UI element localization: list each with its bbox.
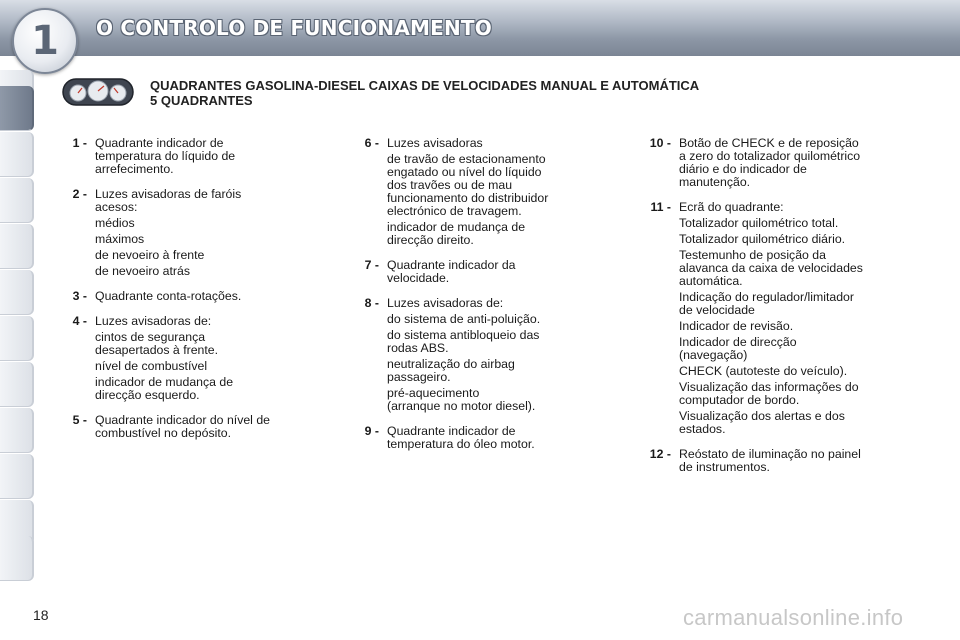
legend-subitem-line: pré-aquecimento — [387, 386, 480, 400]
legend-subitem — [387, 387, 598, 413]
legend-line: Quadrante indicador de — [95, 136, 224, 150]
legend-item — [348, 259, 598, 285]
legend-item — [640, 137, 920, 189]
legend-item-number: 5 - — [72, 413, 87, 427]
chapter-tab-active[interactable] — [0, 86, 34, 131]
legend-subitem-line: Visualização dos alertas e dos — [679, 409, 845, 423]
chapter-tab[interactable] — [0, 408, 34, 453]
legend-line: Quadrante indicador de — [387, 424, 516, 438]
legend-subitem-line: cintos de segurança — [95, 330, 206, 344]
legend-item-text — [95, 137, 318, 176]
legend-line: acesos: — [95, 200, 138, 214]
legend-subitem — [387, 358, 598, 384]
legend-subitem-line: estados. — [679, 422, 726, 436]
legend-subitem — [387, 329, 598, 355]
legend-subitem — [679, 381, 920, 407]
legend-subitem-line: indicador de mudança de — [387, 220, 526, 234]
legend-subitem-line: de velocidade — [679, 303, 755, 317]
legend-subitem-line: funcionamento do distribuidor — [387, 191, 549, 205]
legend-line: manutenção. — [679, 175, 751, 189]
section-subtitle: 5 QUADRANTES — [150, 93, 253, 108]
legend-subitem — [679, 249, 920, 288]
legend-item-number: 8 - — [364, 296, 379, 310]
chapter-tab[interactable] — [0, 270, 34, 315]
legend-item-number: 2 - — [72, 187, 87, 201]
legend-item — [56, 188, 318, 278]
legend-line: temperatura do óleo motor. — [387, 437, 535, 451]
legend-item — [640, 201, 920, 436]
legend-item-number: 1 - — [72, 136, 87, 150]
legend-item-text — [679, 448, 920, 474]
legend-subitem-line: desapertados à frente. — [95, 343, 219, 357]
legend-item — [56, 414, 318, 440]
legend-subitem-line: neutralização do airbag — [387, 357, 515, 371]
legend-line: Ecrã do quadrante: — [679, 200, 784, 214]
legend-subitem-line: do sistema de anti-poluição. — [387, 312, 541, 326]
legend-column-1 — [56, 137, 318, 452]
legend-item — [56, 137, 318, 176]
section-title — [150, 78, 910, 108]
legend-subitem-line: computador de bordo. — [679, 393, 800, 407]
legend-item-text — [387, 297, 598, 413]
chapter-tab[interactable] — [0, 178, 34, 223]
legend-line: Quadrante conta-rotações. — [95, 289, 242, 303]
legend-subitem — [95, 376, 318, 402]
legend-subitem — [679, 410, 920, 436]
legend-subitem-line: Totalizador quilométrico total. — [679, 216, 839, 230]
legend-item — [348, 297, 598, 413]
legend-line: temperatura do líquido de — [95, 149, 236, 163]
legend-subitem-line: indicador de mudança de — [95, 375, 234, 389]
legend-item — [56, 315, 318, 402]
legend-subitem — [95, 265, 318, 278]
legend-subitem-line: de nevoeiro atrás — [95, 264, 191, 278]
legend-line: Luzes avisadoras de: — [95, 314, 212, 328]
section-title-line: QUADRANTES GASOLINA-DIESEL CAIXAS DE VELOCIDADES MANUAL E AUTOMÁTICA — [150, 78, 700, 93]
watermark: carmanualsonline.info — [683, 605, 904, 630]
legend-subitem-line: automática. — [679, 274, 743, 288]
legend-item-number: 11 - — [650, 200, 671, 214]
legend-subitem-line: electrónico de travagem. — [387, 204, 522, 218]
legend-item — [640, 448, 920, 474]
legend-subitem-line: direcção direito. — [387, 233, 474, 247]
page-number: 18 — [33, 607, 49, 623]
chapter-tab[interactable] — [0, 536, 34, 581]
legend-subitem — [387, 221, 598, 247]
chapter-tab[interactable] — [0, 362, 34, 407]
legend-column-2 — [348, 137, 598, 463]
instrument-cluster-icon — [62, 77, 134, 107]
legend-subitem — [95, 233, 318, 246]
legend-item-number: 6 - — [364, 136, 379, 150]
legend-subitem — [679, 291, 920, 317]
legend-subitem-line: Indicação do regulador/limitador — [679, 290, 854, 304]
legend-line: Botão de CHECK e de reposição — [679, 136, 859, 150]
legend-line: diário e do indicador de — [679, 162, 807, 176]
chapter-tab[interactable] — [0, 316, 34, 361]
legend-subitem — [95, 331, 318, 357]
legend-subitem-line: Testemunho de posição da — [679, 248, 826, 262]
legend-line: arrefecimento. — [95, 162, 174, 176]
legend-line: de instrumentos. — [679, 460, 770, 474]
legend-subitem-line: passageiro. — [387, 370, 451, 384]
legend-subitem-line: Indicador de revisão. — [679, 319, 794, 333]
legend-subitem — [95, 249, 318, 262]
legend-item-text — [387, 137, 598, 247]
legend-subitem — [95, 217, 318, 230]
legend-line: a zero do totalizador quilométrico — [679, 149, 861, 163]
legend-subitem-line: CHECK (autoteste do veículo). — [679, 364, 848, 378]
legend-subitem-line: médios — [95, 216, 135, 230]
legend-item-text — [95, 414, 318, 440]
chapter-number-badge: 1 — [12, 8, 78, 74]
legend-item — [348, 137, 598, 247]
legend-subitem-line: Totalizador quilométrico diário. — [679, 232, 846, 246]
legend-subitem-line: de travão de estacionamento — [387, 152, 546, 166]
legend-item-number: 10 - — [649, 136, 671, 150]
legend-subitem-line: do sistema antibloqueio das — [387, 328, 540, 342]
legend-subitem-line: engatado ou nível do líquido — [387, 165, 542, 179]
legend-subitem-line: direcção esquerdo. — [95, 388, 200, 402]
legend-line: Reóstato de iluminação no painel — [679, 447, 861, 461]
legend-subitem-line: (navegação) — [679, 348, 748, 362]
legend-line: Luzes avisadoras — [387, 136, 483, 150]
legend-subitem-line: alavanca da caixa de velocidades — [679, 261, 863, 275]
legend-subitem — [679, 320, 920, 333]
legend-item — [348, 425, 598, 451]
legend-item — [56, 290, 318, 303]
legend-subitem-line: nível de combustível — [95, 359, 208, 373]
legend-item-text — [387, 259, 598, 285]
legend-item-text — [95, 188, 318, 278]
legend-item-text — [679, 137, 920, 189]
legend-line: Quadrante indicador da — [387, 258, 516, 272]
legend-item-number: 12 - — [649, 447, 671, 461]
legend-line: combustível no depósito. — [95, 426, 232, 440]
legend-column-3 — [640, 137, 920, 486]
chapter-tab[interactable] — [0, 132, 34, 177]
legend-line: Quadrante indicador do nível de — [95, 413, 271, 427]
legend-item-number: 3 - — [72, 289, 87, 303]
legend-subitem — [95, 360, 318, 373]
legend-item-text — [95, 290, 318, 303]
legend-subitem-line: máximos — [95, 232, 145, 246]
chapter-tabs — [0, 70, 34, 580]
legend-line: Luzes avisadoras de faróis — [95, 187, 242, 201]
legend-subitem — [387, 313, 598, 326]
legend-subitem-line: (arranque no motor diesel). — [387, 399, 536, 413]
legend-subitem-line: Indicador de direcção — [679, 335, 797, 349]
legend-subitem-line: dos travões ou de mau — [387, 178, 513, 192]
legend-subitem — [679, 336, 920, 362]
legend-line: velocidade. — [387, 271, 450, 285]
chapter-tab[interactable] — [0, 454, 34, 499]
legend-subitem — [679, 233, 920, 246]
legend-subitem — [387, 153, 598, 218]
legend-subitem — [679, 217, 920, 230]
chapter-title: O CONTROLO DE FUNCIONAMENTO — [96, 16, 492, 40]
legend-subitem-line: de nevoeiro à frente — [95, 248, 205, 262]
legend-item-number: 7 - — [364, 258, 379, 272]
legend-subitem — [679, 365, 920, 378]
legend-item-number: 4 - — [72, 314, 87, 328]
legend-item-number: 9 - — [364, 424, 379, 438]
legend-item-text — [387, 425, 598, 451]
legend-line: Luzes avisadoras de: — [387, 296, 504, 310]
chapter-tab[interactable] — [0, 224, 34, 269]
legend-item-text — [679, 201, 920, 436]
legend-item-text — [95, 315, 318, 402]
legend-subitem-line: Visualização das informações do — [679, 380, 859, 394]
legend-subitem-line: rodas ABS. — [387, 341, 449, 355]
